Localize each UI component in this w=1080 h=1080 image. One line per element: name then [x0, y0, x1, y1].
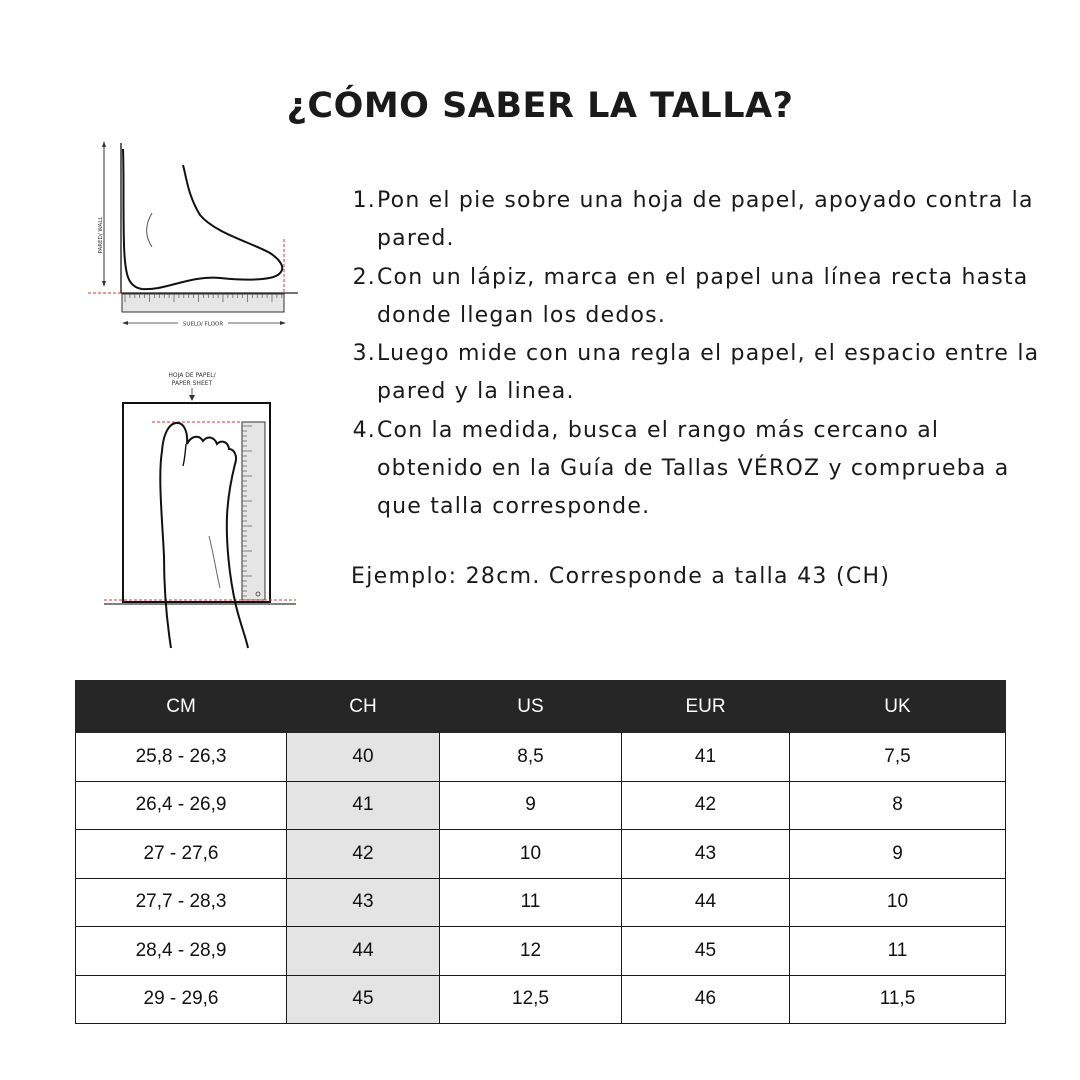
- step-item: [350, 412, 1040, 527]
- table-row: [76, 927, 1006, 976]
- page-title: ¿CÓMO SABER LA TALLA?: [286, 86, 794, 126]
- step-number: 1.: [352, 188, 376, 213]
- cell-cm: 27 - 27,6: [76, 830, 287, 879]
- cell-uk: 8: [790, 781, 1006, 830]
- table-row: [76, 975, 1006, 1024]
- cell-uk: 11: [790, 927, 1006, 976]
- header-ch: CH: [287, 681, 440, 733]
- step-number: 3.: [352, 341, 376, 367]
- cell-cm: 25,8 - 26,3: [76, 733, 287, 782]
- cell-uk: 9: [790, 830, 1006, 879]
- header-eur: EUR: [622, 681, 790, 733]
- cell-eur: 46: [622, 975, 790, 1024]
- cell-us: 10: [440, 830, 622, 879]
- step-text: Con la medida, busca el rango más cercano al obtenido en la Guía de Tallas VÉROZ y comprueba a que talla corresponde.: [377, 417, 1010, 520]
- cell-cm: 26,4 - 26,9: [76, 781, 287, 830]
- cell-cm: 29 - 29,6: [76, 975, 287, 1024]
- step-item: [350, 335, 1040, 412]
- step-item: [350, 259, 1040, 336]
- cell-uk: 11,5: [790, 975, 1006, 1024]
- cell-cm: 27,7 - 28,3: [76, 878, 287, 927]
- wall-label: PARED/ WALL: [98, 216, 104, 254]
- cell-us: 8,5: [440, 733, 622, 782]
- cell-eur: 43: [622, 830, 790, 879]
- cell-uk: 7,5: [790, 733, 1006, 782]
- table-row: [76, 830, 1006, 879]
- cell-eur: 44: [622, 878, 790, 927]
- cell-us: 12,5: [440, 975, 622, 1024]
- cell-us: 12: [440, 927, 622, 976]
- cell-uk: 10: [790, 878, 1006, 927]
- paper-sheet-label-line1: HOJA DE PAPEL/: [168, 372, 216, 379]
- step-number: 4.: [352, 417, 376, 443]
- size-chart-table: [75, 680, 1006, 1024]
- step-number: 2.: [352, 264, 376, 290]
- cell-us: 9: [440, 781, 622, 830]
- header-cm: CM: [76, 681, 287, 733]
- cell-ch: 41: [287, 781, 440, 830]
- cell-eur: 45: [622, 927, 790, 976]
- cell-eur: 42: [622, 781, 790, 830]
- table-row: [76, 733, 1006, 782]
- header-us: US: [440, 681, 622, 733]
- cell-ch: 45: [287, 975, 440, 1024]
- header-uk: UK: [790, 681, 1006, 733]
- foot-side-view-illustration: [80, 135, 305, 335]
- cell-us: 11: [440, 878, 622, 927]
- floor-label: SUELO/ FLOOR: [182, 321, 224, 328]
- table-row: [76, 781, 1006, 830]
- step-text: Pon el pie sobre una hoja de papel, apoyado contra la pared.: [377, 188, 1034, 252]
- ruler: [122, 294, 284, 312]
- table-row: [76, 878, 1006, 927]
- cell-cm: 28,4 - 28,9: [76, 927, 287, 976]
- cell-ch: 40: [287, 733, 440, 782]
- cell-ch: 42: [287, 830, 440, 879]
- foot-top-view-illustration: [96, 366, 308, 656]
- step-text: Con un lápiz, marca en el papel una línea recta hasta donde llegan los dedos.: [377, 264, 1029, 328]
- step-text: Luego mide con una regla el papel, el espacio entre la pared y la linea.: [377, 341, 1040, 405]
- table-header-row: [76, 681, 1006, 733]
- cell-ch: 44: [287, 927, 440, 976]
- example-text: Ejemplo: 28cm. Corresponde a talla 43 (CH): [351, 564, 891, 589]
- cell-ch: 43: [287, 878, 440, 927]
- paper-sheet-label-line2: PAPER SHEET: [171, 380, 213, 387]
- instructions-list: [350, 182, 1040, 527]
- cell-eur: 41: [622, 733, 790, 782]
- step-item: [350, 182, 1040, 259]
